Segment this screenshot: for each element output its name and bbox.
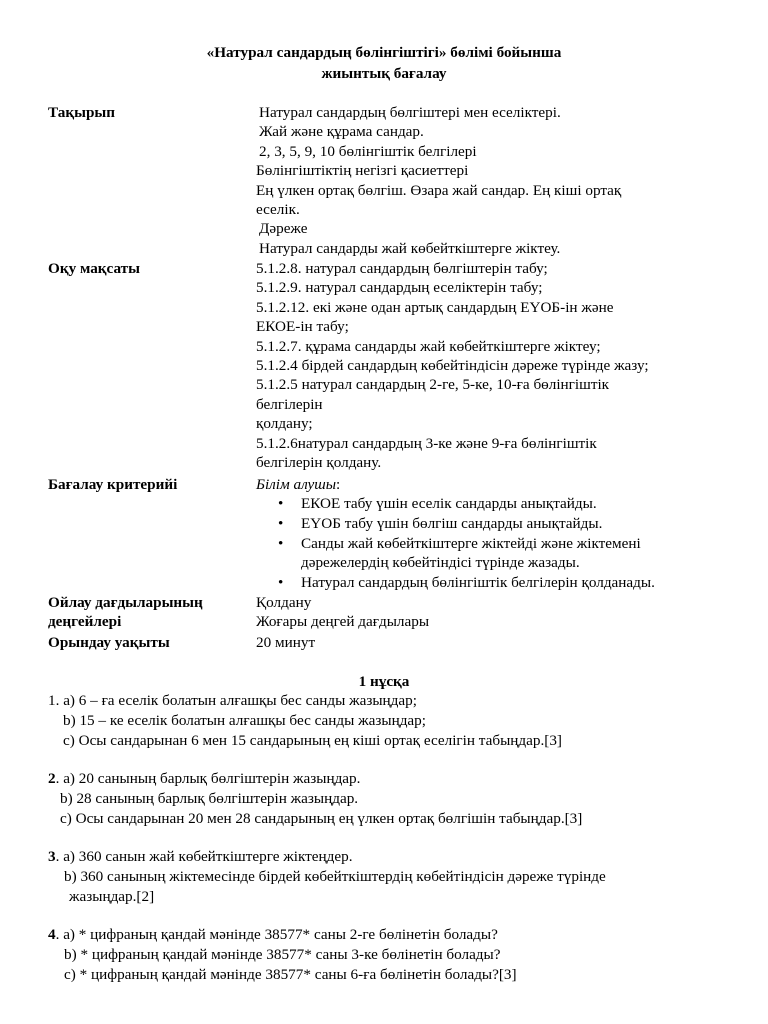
topic-line: Бөлінгіштіктің негізгі қасиеттері <box>256 162 469 180</box>
task-3-number: 3 <box>48 848 56 865</box>
topic-line: Дәреже <box>259 220 308 238</box>
thinking-label-line2: деңгейлері <box>48 613 122 630</box>
topic-line: Жай және құрама сандар. <box>259 123 424 141</box>
bullet-icon: • <box>278 534 284 552</box>
variant-title: 1 нұсқа <box>358 673 410 690</box>
criteria-list <box>256 494 736 592</box>
criteria-intro <box>256 475 736 494</box>
goal-lines <box>256 259 736 472</box>
task-1 <box>48 691 748 752</box>
goal-line: 5.1.2.9. натурал сандардың еселіктерін табу; <box>256 279 543 297</box>
topic-lines <box>256 103 736 258</box>
bullet-icon: • <box>278 515 284 532</box>
task-4 <box>48 925 748 986</box>
criteria-item <box>256 494 736 514</box>
task-3-a-text: . а) 360 санын жай көбейткіштерге жіктеңдер. <box>55 848 353 865</box>
bullet-icon: • <box>278 495 284 513</box>
criteria-item <box>256 534 736 573</box>
criteria-item-text: Натурал сандардың бөлінгіштік белгілерін қолданады. <box>301 573 655 591</box>
criteria-intro-colon: : <box>336 476 341 493</box>
criteria-item-text: Санды жай көбейткіштерге жіктейді және жіктемені <box>301 534 641 552</box>
thinking-values <box>256 593 736 632</box>
goal-line: белгілерін қолдану. <box>256 454 382 472</box>
goal-line: белгілерін <box>256 395 323 413</box>
goal-line: 5.1.2.4 бірдей сандардың көбейтіндісін дәреже түрінде жазу; <box>256 357 649 375</box>
criteria-item <box>256 573 736 593</box>
task-4-a-text: . а) * цифраның қандай мәнінде 38577* саны 2-ге бөлінетін болады? <box>55 926 498 943</box>
task-1-c: c) Осы сандарынан 6 мен 15 сандарының ең кіші ортақ еселігін табыңдар.[3] <box>63 732 562 750</box>
criteria-item-text: ЕКОЕ табу үшін еселік сандарды анықтайды. <box>301 495 597 513</box>
thinking-label-line1: Ойлау дағдыларының <box>48 594 203 611</box>
thinking-value: Жоғары деңгей дағдылары <box>256 613 430 631</box>
goal-line: 5.1.2.5 натурал сандардың 2-ге, 5-ке, 10-ға бөлінгіштік <box>256 376 610 394</box>
task-1-a <box>48 691 748 711</box>
task-2-number: 2 <box>48 770 56 787</box>
task-4-a <box>48 925 748 945</box>
goal-line: 5.1.2.6натурал сандардың 3-ке және 9-ға бөлінгіштік <box>256 434 597 452</box>
time-values <box>256 633 736 652</box>
goal-line: қолдану; <box>256 415 313 433</box>
criteria-item-text-cont: дәрежелердің көбейтіндісі түрінде жазады. <box>301 554 580 572</box>
task-3-b: b) 360 санының жіктемесінде бірдей көбейткіштердің көбейтіндісін дәреже түрінде <box>64 868 606 886</box>
topic-line: 2, 3, 5, 9, 10 бөлінгіштік белгілері <box>259 142 477 160</box>
topic-line: Ең үлкен ортақ бөлгіш. Өзара жай сандар. Ең кіші ортақ <box>256 181 622 199</box>
task-2 <box>48 769 748 830</box>
task-2-c: c) Осы сандарынан 20 мен 28 сандарының ең үлкен ортақ бөлгішін табыңдар.[3] <box>60 810 583 828</box>
task-3-b-cont: жазыңдар.[2] <box>69 888 155 906</box>
criteria-label: Бағалау критерийі <box>48 476 178 493</box>
criteria-item-text: ЕҮОБ табу үшін бөлгіш сандарды анықтайды. <box>301 515 603 532</box>
topic-line: еселік. <box>256 201 300 219</box>
task-1-number: 1 <box>48 692 56 709</box>
task-3-a <box>48 847 748 867</box>
task-1-b: b) 15 – ке еселік болатын алғашқы бес санды жазыңдар; <box>63 712 426 730</box>
bullet-icon: • <box>278 573 284 591</box>
criteria-item <box>256 514 736 534</box>
task-4-number: 4 <box>48 926 56 943</box>
task-2-a-text: . а) 20 санының барлық бөлгіштерін жазыңдар. <box>55 770 361 787</box>
task-2-b: b) 28 санының барлық бөлгіштерін жазыңдар. <box>60 790 359 808</box>
topic-label: Тақырып <box>48 104 116 121</box>
criteria-intro-text: Білім алушы <box>256 476 337 493</box>
topic-line: Натурал сандардың бөлгіштері мен еселіктері. <box>259 104 561 121</box>
goal-label: Оқу мақсаты <box>48 260 140 277</box>
task-3 <box>48 847 748 908</box>
thinking-value: Қолдану <box>256 594 312 611</box>
task-1-a-text: . а) 6 – ға еселік болатын алғашқы бес санды жазыңдар; <box>55 692 417 709</box>
task-4-b: b) * цифраның қандай мәнінде 38577* саны 3-ке бөлінетін болады? <box>64 946 501 964</box>
document-title-line2: жиынтық бағалау <box>321 65 447 82</box>
goal-line: 5.1.2.12. екі және одан артық сандардың ЕҮОБ-ін және <box>256 298 614 316</box>
goal-line: 5.1.2.8. натурал сандардың бөлгіштерін табу; <box>256 260 548 277</box>
criteria-content <box>256 475 736 592</box>
task-4-c: c) * цифраның қандай мәнінде 38577* саны 6-ға бөлінетін болады?[3] <box>64 966 517 984</box>
goal-line: ЕКОЕ-ін табу; <box>256 318 349 336</box>
time-label: Орындау уақыты <box>48 634 170 651</box>
document-title-line1: «Натурал сандардың бөлінгіштігі» бөлімі бойынша <box>206 44 562 61</box>
time-value: 20 минут <box>256 634 316 651</box>
topic-line: Натурал сандарды жай көбейткіштерге жіктеу. <box>259 239 561 257</box>
task-2-a <box>48 769 748 789</box>
goal-line: 5.1.2.7. құрама сандарды жай көбейткіштерге жіктеу; <box>256 337 601 355</box>
